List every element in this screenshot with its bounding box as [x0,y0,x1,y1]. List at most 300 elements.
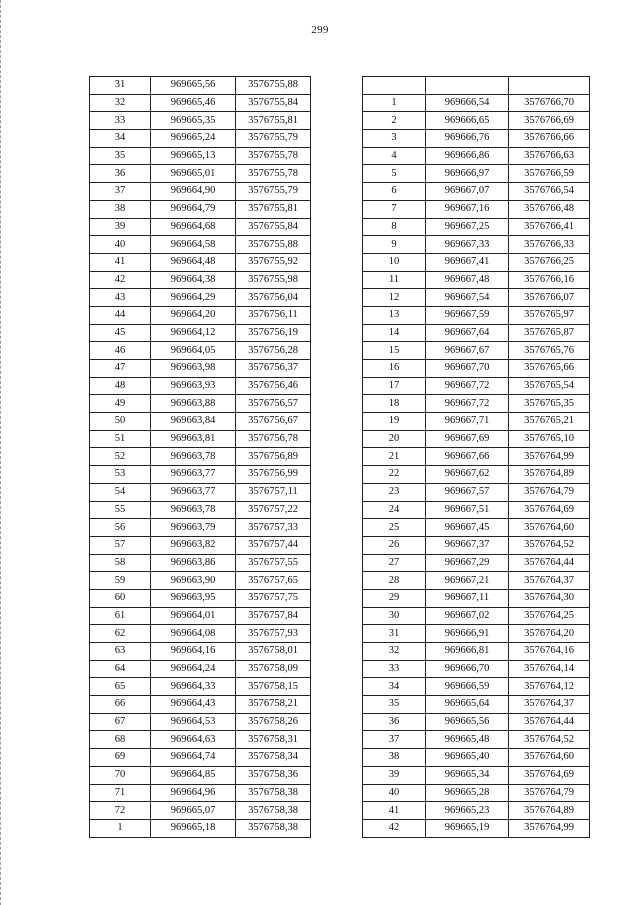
point-number-cell: 42 [90,271,151,289]
point-number-cell: 37 [90,183,151,201]
table-row [363,696,590,714]
point-number-cell: 14 [363,324,426,342]
point-number-cell: 5 [363,165,426,183]
table-row [90,713,311,731]
table-row [363,147,590,165]
y-coordinate-cell: 3576758,26 [236,713,311,731]
y-coordinate-cell: 3576755,79 [236,183,311,201]
y-coordinate-cell: 3576758,31 [236,731,311,749]
point-number-cell: 18 [363,395,426,413]
x-coordinate-cell: 969667,45 [426,519,509,537]
x-coordinate-cell: 969667,11 [426,589,509,607]
y-coordinate-cell: 3576758,21 [236,696,311,714]
table-row [90,448,311,466]
x-coordinate-cell: 969667,57 [426,483,509,501]
table-row [363,342,590,360]
y-coordinate-cell: 3576766,69 [509,112,590,130]
y-coordinate-cell: 3576764,12 [509,678,590,696]
x-coordinate-cell: 969664,20 [151,306,236,324]
y-coordinate-cell: 3576764,44 [509,713,590,731]
x-coordinate-cell: 969665,40 [426,749,509,767]
point-number-cell: 56 [90,519,151,537]
x-coordinate-cell: 969665,56 [151,77,236,95]
x-coordinate-cell: 969667,33 [426,236,509,254]
y-coordinate-cell: 3576757,33 [236,519,311,537]
table-row [90,165,311,183]
point-number-cell: 17 [363,377,426,395]
point-number-cell: 9 [363,236,426,254]
table-row [363,483,590,501]
table-row [363,784,590,802]
point-number-cell: 10 [363,253,426,271]
table-row [90,430,311,448]
table-row [363,749,590,767]
x-coordinate-cell: 969666,91 [426,625,509,643]
y-coordinate-cell: 3576756,19 [236,324,311,342]
y-coordinate-cell: 3576764,99 [509,819,590,837]
y-coordinate-cell: 3576765,21 [509,413,590,431]
table-row [363,413,590,431]
y-coordinate-cell: 3576765,54 [509,377,590,395]
table-row [363,360,590,378]
y-coordinate-cell: 3576756,46 [236,377,311,395]
point-number-cell: 43 [90,289,151,307]
y-coordinate-cell: 3576766,54 [509,183,590,201]
point-number-cell: 41 [90,253,151,271]
point-number-cell: 25 [363,519,426,537]
y-coordinate-cell: 3576766,33 [509,236,590,254]
x-coordinate-cell: 969664,79 [151,200,236,218]
point-number-cell: 37 [363,731,426,749]
x-coordinate-cell: 969664,01 [151,607,236,625]
y-coordinate-cell: 3576757,75 [236,589,311,607]
y-coordinate-cell: 3576764,69 [509,766,590,784]
y-coordinate-cell: 3576756,04 [236,289,311,307]
point-number-cell: 63 [90,643,151,661]
x-coordinate-cell: 969663,79 [151,519,236,537]
table-row [90,466,311,484]
point-number-cell: 1 [363,94,426,112]
table-row [90,377,311,395]
x-coordinate-cell: 969665,64 [426,696,509,714]
y-coordinate-cell: 3576765,10 [509,430,590,448]
table-row [90,218,311,236]
y-coordinate-cell: 3576764,25 [509,607,590,625]
table-row [90,519,311,537]
y-coordinate-cell: 3576766,16 [509,271,590,289]
point-number-cell: 36 [363,713,426,731]
point-number-cell: 1 [90,819,151,837]
y-coordinate-cell: 3576764,89 [509,802,590,820]
table-row [363,607,590,625]
x-coordinate-cell: 969664,53 [151,713,236,731]
point-number-cell: 70 [90,766,151,784]
x-coordinate-cell: 969663,77 [151,483,236,501]
table-row [363,660,590,678]
x-coordinate-cell: 969667,54 [426,289,509,307]
table-row [90,819,311,837]
table-row [363,165,590,183]
y-coordinate-cell: 3576766,48 [509,200,590,218]
table-row [90,130,311,148]
point-number-cell: 68 [90,731,151,749]
point-number-cell: 4 [363,147,426,165]
y-coordinate-cell: 3576765,87 [509,324,590,342]
table-row [363,324,590,342]
table-row [90,342,311,360]
table-row [90,572,311,590]
table-row [90,731,311,749]
left-coordinates-table [89,76,311,838]
x-coordinate-cell: 969667,41 [426,253,509,271]
x-coordinate-cell: 969667,64 [426,324,509,342]
y-coordinate-cell: 3576764,16 [509,643,590,661]
x-coordinate-cell: 969665,48 [426,731,509,749]
x-coordinate-cell: 969667,59 [426,306,509,324]
y-coordinate-cell: 3576758,01 [236,643,311,661]
table-row [90,200,311,218]
table-row [90,483,311,501]
x-coordinate-cell: 969663,90 [151,572,236,590]
point-number-cell: 16 [363,360,426,378]
table-row [363,678,590,696]
point-number-cell: 12 [363,289,426,307]
y-coordinate-cell: 3576766,07 [509,289,590,307]
table-row [90,501,311,519]
y-coordinate-cell: 3576756,89 [236,448,311,466]
table-row [363,802,590,820]
table-row [90,236,311,254]
x-coordinate-cell: 969663,95 [151,589,236,607]
point-number-cell: 57 [90,536,151,554]
point-number-cell: 50 [90,413,151,431]
point-number-cell: 36 [90,165,151,183]
x-coordinate-cell: 969663,98 [151,360,236,378]
point-number-cell: 46 [90,342,151,360]
x-coordinate-cell: 969667,21 [426,572,509,590]
point-number-cell: 33 [363,660,426,678]
y-coordinate-cell: 3576755,98 [236,271,311,289]
x-coordinate-cell: 969663,82 [151,536,236,554]
table-row [90,625,311,643]
y-coordinate-cell: 3576756,28 [236,342,311,360]
point-number-cell: 49 [90,395,151,413]
table-row [363,218,590,236]
x-coordinate-cell: 969666,81 [426,643,509,661]
page-number: 299 [311,24,329,36]
table-row [90,678,311,696]
y-coordinate-cell: 3576756,99 [236,466,311,484]
y-coordinate-cell: 3576758,36 [236,766,311,784]
point-number-cell: 13 [363,306,426,324]
x-coordinate-cell: 969667,72 [426,377,509,395]
x-coordinate-cell: 969667,02 [426,607,509,625]
point-number-cell: 54 [90,483,151,501]
table-row [363,572,590,590]
x-coordinate-cell: 969664,96 [151,784,236,802]
point-number-cell: 69 [90,749,151,767]
y-coordinate-cell: 3576764,99 [509,448,590,466]
point-number-cell: 58 [90,554,151,572]
x-coordinate-cell: 969666,76 [426,130,509,148]
y-coordinate-cell: 3576755,79 [236,130,311,148]
point-number-cell: 53 [90,466,151,484]
y-coordinate-cell: 3576758,15 [236,678,311,696]
point-number-cell: 39 [363,766,426,784]
y-coordinate-cell: 3576764,37 [509,572,590,590]
point-number-cell: 64 [90,660,151,678]
table-row [90,766,311,784]
point-number-cell: 7 [363,200,426,218]
y-coordinate-cell: 3576755,92 [236,253,311,271]
x-coordinate-cell: 969663,93 [151,377,236,395]
x-coordinate-cell: 969667,29 [426,554,509,572]
table-row [90,183,311,201]
x-coordinate-cell: 969667,16 [426,200,509,218]
x-coordinate-cell: 969663,84 [151,413,236,431]
y-coordinate-cell: 3576757,93 [236,625,311,643]
left-table-body [90,77,311,838]
table-row [363,289,590,307]
point-number-cell: 3 [363,130,426,148]
y-coordinate-cell: 3576755,84 [236,94,311,112]
empty-header-cell [426,77,509,95]
y-coordinate-cell: 3576764,79 [509,784,590,802]
x-coordinate-cell: 969665,23 [426,802,509,820]
point-number-cell: 67 [90,713,151,731]
point-number-cell: 31 [363,625,426,643]
point-number-cell: 19 [363,413,426,431]
point-number-cell: 8 [363,218,426,236]
x-coordinate-cell: 969667,67 [426,342,509,360]
point-number-cell: 22 [363,466,426,484]
table-row [363,183,590,201]
point-number-cell: 21 [363,448,426,466]
y-coordinate-cell: 3576758,38 [236,802,311,820]
x-coordinate-cell: 969664,12 [151,324,236,342]
y-coordinate-cell: 3576764,44 [509,554,590,572]
y-coordinate-cell: 3576764,14 [509,660,590,678]
table-row [363,395,590,413]
table-row [363,554,590,572]
table-row [363,766,590,784]
x-coordinate-cell: 969666,65 [426,112,509,130]
y-coordinate-cell: 3576755,84 [236,218,311,236]
point-number-cell: 32 [363,643,426,661]
table-row [363,448,590,466]
table-row [363,731,590,749]
point-number-cell: 31 [90,77,151,95]
x-coordinate-cell: 969663,81 [151,430,236,448]
x-coordinate-cell: 969664,29 [151,289,236,307]
point-number-cell: 33 [90,112,151,130]
point-number-cell: 34 [90,130,151,148]
table-row [363,430,590,448]
y-coordinate-cell: 3576764,69 [509,501,590,519]
point-number-cell: 65 [90,678,151,696]
point-number-cell: 20 [363,430,426,448]
point-number-cell: 59 [90,572,151,590]
x-coordinate-cell: 969666,59 [426,678,509,696]
point-number-cell: 40 [90,236,151,254]
x-coordinate-cell: 969667,48 [426,271,509,289]
point-number-cell: 23 [363,483,426,501]
y-coordinate-cell: 3576758,34 [236,749,311,767]
y-coordinate-cell: 3576766,41 [509,218,590,236]
table-row [90,660,311,678]
x-coordinate-cell: 969664,08 [151,625,236,643]
point-number-cell: 11 [363,271,426,289]
x-coordinate-cell: 969665,56 [426,713,509,731]
x-coordinate-cell: 969664,24 [151,660,236,678]
y-coordinate-cell: 3576764,60 [509,749,590,767]
y-coordinate-cell: 3576766,63 [509,147,590,165]
table-row [90,802,311,820]
point-number-cell: 44 [90,306,151,324]
table-row [363,819,590,837]
x-coordinate-cell: 969666,97 [426,165,509,183]
y-coordinate-cell: 3576757,44 [236,536,311,554]
x-coordinate-cell: 969667,72 [426,395,509,413]
y-coordinate-cell: 3576757,84 [236,607,311,625]
table-row [90,607,311,625]
point-number-cell: 47 [90,360,151,378]
y-coordinate-cell: 3576757,11 [236,483,311,501]
y-coordinate-cell: 3576755,88 [236,77,311,95]
empty-header-cell [363,77,426,95]
point-number-cell: 6 [363,183,426,201]
x-coordinate-cell: 969666,70 [426,660,509,678]
x-coordinate-cell: 969663,77 [151,466,236,484]
table-row [363,253,590,271]
x-coordinate-cell: 969665,07 [151,802,236,820]
x-coordinate-cell: 969667,51 [426,501,509,519]
x-coordinate-cell: 969664,58 [151,236,236,254]
x-coordinate-cell: 969664,16 [151,643,236,661]
point-number-cell: 32 [90,94,151,112]
x-coordinate-cell: 969663,86 [151,554,236,572]
right-table-body [363,77,590,838]
point-number-cell: 35 [90,147,151,165]
y-coordinate-cell: 3576765,66 [509,360,590,378]
table-row [363,713,590,731]
x-coordinate-cell: 969665,01 [151,165,236,183]
empty-header-cell [509,77,590,95]
y-coordinate-cell: 3576764,89 [509,466,590,484]
point-number-cell: 62 [90,625,151,643]
y-coordinate-cell: 3576766,70 [509,94,590,112]
point-number-cell: 26 [363,536,426,554]
scan-edge-line [0,0,4,905]
point-number-cell: 24 [363,501,426,519]
right-coordinates-table [362,76,590,838]
y-coordinate-cell: 3576764,37 [509,696,590,714]
table-row [90,94,311,112]
table-row [363,236,590,254]
point-number-cell: 27 [363,554,426,572]
table-row [363,643,590,661]
x-coordinate-cell: 969664,33 [151,678,236,696]
y-coordinate-cell: 3576765,97 [509,306,590,324]
y-coordinate-cell: 3576757,22 [236,501,311,519]
y-coordinate-cell: 3576766,25 [509,253,590,271]
x-coordinate-cell: 969664,48 [151,253,236,271]
y-coordinate-cell: 3576755,78 [236,147,311,165]
y-coordinate-cell: 3576755,88 [236,236,311,254]
table-row [90,360,311,378]
point-number-cell: 41 [363,802,426,820]
point-number-cell: 55 [90,501,151,519]
table-row [363,271,590,289]
x-coordinate-cell: 969663,88 [151,395,236,413]
table-row [90,289,311,307]
x-coordinate-cell: 969667,69 [426,430,509,448]
table-row [363,94,590,112]
y-coordinate-cell: 3576758,38 [236,784,311,802]
x-coordinate-cell: 969665,46 [151,94,236,112]
x-coordinate-cell: 969665,19 [426,819,509,837]
y-coordinate-cell: 3576757,55 [236,554,311,572]
table-row [90,271,311,289]
y-coordinate-cell: 3576764,30 [509,589,590,607]
x-coordinate-cell: 969667,25 [426,218,509,236]
point-number-cell: 42 [363,819,426,837]
x-coordinate-cell: 969664,90 [151,183,236,201]
y-coordinate-cell: 3576764,20 [509,625,590,643]
table-row [90,749,311,767]
x-coordinate-cell: 969664,05 [151,342,236,360]
table-row [363,306,590,324]
point-number-cell: 40 [363,784,426,802]
table-row [363,536,590,554]
y-coordinate-cell: 3576755,81 [236,112,311,130]
table-row [90,324,311,342]
x-coordinate-cell: 969664,38 [151,271,236,289]
point-number-cell: 71 [90,784,151,802]
y-coordinate-cell: 3576764,79 [509,483,590,501]
x-coordinate-cell: 969665,13 [151,147,236,165]
table-row [363,130,590,148]
point-number-cell: 61 [90,607,151,625]
x-coordinate-cell: 969667,37 [426,536,509,554]
table-row [90,784,311,802]
y-coordinate-cell: 3576766,59 [509,165,590,183]
x-coordinate-cell: 969667,70 [426,360,509,378]
table-row [90,77,311,95]
table-row [90,112,311,130]
table-row [90,643,311,661]
x-coordinate-cell: 969666,86 [426,147,509,165]
y-coordinate-cell: 3576765,76 [509,342,590,360]
x-coordinate-cell: 969667,66 [426,448,509,466]
x-coordinate-cell: 969666,54 [426,94,509,112]
table-row [90,554,311,572]
table-row [90,147,311,165]
point-number-cell: 60 [90,589,151,607]
table-row [363,625,590,643]
y-coordinate-cell: 3576764,52 [509,536,590,554]
point-number-cell: 28 [363,572,426,590]
point-number-cell: 72 [90,802,151,820]
x-coordinate-cell: 969664,85 [151,766,236,784]
table-row [90,306,311,324]
y-coordinate-cell: 3576756,78 [236,430,311,448]
table-row [363,466,590,484]
x-coordinate-cell: 969665,24 [151,130,236,148]
x-coordinate-cell: 969664,74 [151,749,236,767]
y-coordinate-cell: 3576755,78 [236,165,311,183]
x-coordinate-cell: 969664,68 [151,218,236,236]
